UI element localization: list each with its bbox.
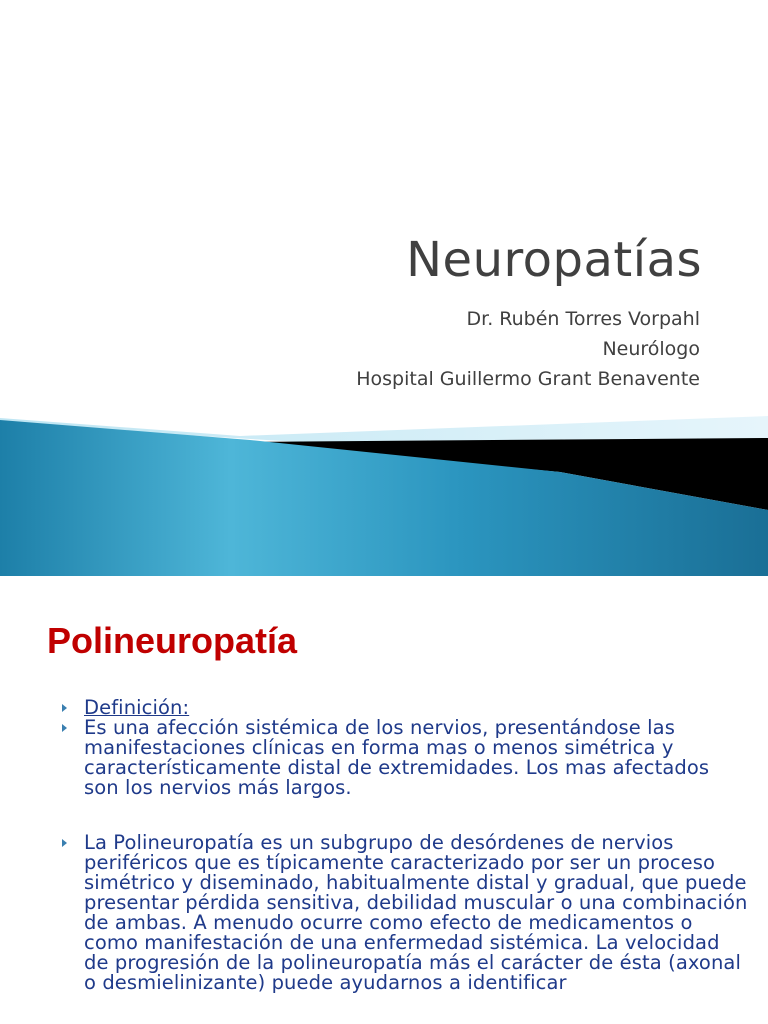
- bullet-item: [60, 833, 750, 993]
- decorative-wave-banner: [0, 400, 768, 576]
- slide-heading: Polineuropatía: [47, 620, 298, 661]
- triangle-bullet-icon: [62, 839, 67, 847]
- bullet-list: [60, 698, 750, 993]
- author-hospital: Hospital Guillermo Grant Benavente: [356, 368, 700, 390]
- triangle-bullet-icon: [62, 704, 67, 712]
- description-text: La Polineuropatía es un subgrupo de desórdenes de nervios periféricos que es típicamente caracterizado por ser un proceso simétrico y diseminado, habitualmente distal y gradual, que puede presentar pérdida sensitiva, debilidad muscular o una combinación de ambas. A menudo ocurre como efecto de medicamentos o como manifestación de una enfermedad sistémica. La velocidad de progresión de la polineuropatía más el carácter de ésta (axonal o desmielinizante) puede ayudarnos a identificar: [84, 831, 748, 994]
- triangle-bullet-icon: [62, 724, 67, 732]
- slide-title: Neuropatías: [406, 232, 702, 288]
- bullet-item: [60, 718, 750, 798]
- definition-text: Es una afección sistémica de los nervios, presentándose las manifestaciones clínicas en forma mas o menos simétrica y característicamente distal de extremidades. Los mas afectados son los nervios más largos.: [84, 716, 710, 799]
- content-slide: [0, 580, 768, 1024]
- definition-label: Definición:: [84, 696, 190, 719]
- author-role: Neurólogo: [602, 338, 700, 360]
- bullet-item: [60, 698, 750, 718]
- author-name: Dr. Rubén Torres Vorpahl: [466, 308, 700, 330]
- slide-subtitle: [356, 304, 700, 394]
